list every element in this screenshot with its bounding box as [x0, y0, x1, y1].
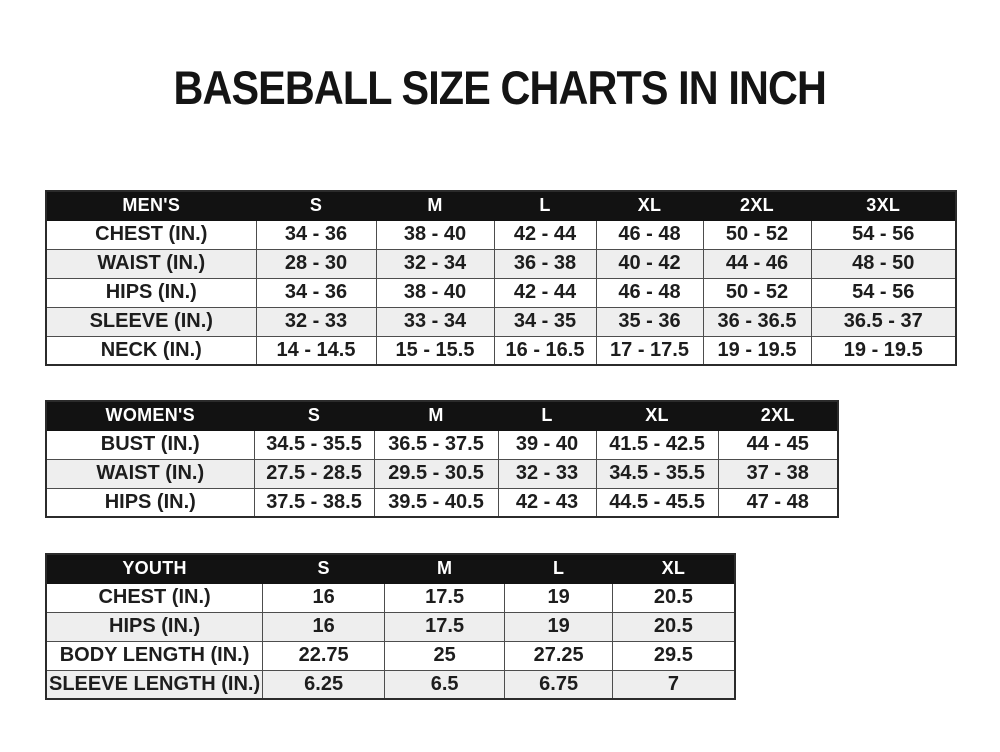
youth-size-header: M [385, 554, 505, 583]
mens-size-value: 38 - 40 [376, 278, 494, 307]
mens-size-value: 44 - 46 [703, 249, 811, 278]
womens-table-row [46, 459, 838, 488]
mens-size-value: 54 - 56 [811, 278, 956, 307]
womens-size-value: 41.5 - 42.5 [596, 430, 718, 459]
mens-row-label: CHEST (IN.) [46, 220, 256, 249]
mens-size-value: 34 - 35 [494, 307, 596, 336]
womens-size-value: 34.5 - 35.5 [254, 430, 374, 459]
youth-row-label: CHEST (IN.) [46, 583, 263, 612]
youth-size-value: 6.5 [385, 670, 505, 699]
mens-size-value: 36.5 - 37 [811, 307, 956, 336]
mens-size-header: L [494, 191, 596, 220]
youth-group-label: YOUTH [46, 554, 263, 583]
womens-size-value: 36.5 - 37.5 [374, 430, 498, 459]
womens-size-value: 37 - 38 [718, 459, 838, 488]
youth-size-header: L [505, 554, 613, 583]
womens-size-header: L [498, 401, 596, 430]
mens-size-value: 34 - 36 [256, 278, 376, 307]
womens-size-header: XL [596, 401, 718, 430]
mens-size-value: 42 - 44 [494, 278, 596, 307]
mens-size-value: 36 - 38 [494, 249, 596, 278]
womens-table-row [46, 488, 838, 517]
mens-size-value: 42 - 44 [494, 220, 596, 249]
mens-table-row [46, 307, 956, 336]
mens-size-value: 32 - 34 [376, 249, 494, 278]
mens-size-header: M [376, 191, 494, 220]
youth-size-value: 17.5 [385, 583, 505, 612]
womens-header-row [46, 401, 838, 430]
mens-size-value: 17 - 17.5 [596, 336, 703, 365]
mens-size-header: S [256, 191, 376, 220]
mens-size-value: 48 - 50 [811, 249, 956, 278]
mens-size-value: 28 - 30 [256, 249, 376, 278]
youth-table-row [46, 583, 735, 612]
mens-size-value: 46 - 48 [596, 278, 703, 307]
mens-size-header: 3XL [811, 191, 956, 220]
mens-size-value: 40 - 42 [596, 249, 703, 278]
youth-table-row [46, 612, 735, 641]
womens-size-value: 29.5 - 30.5 [374, 459, 498, 488]
womens-row-label: HIPS (IN.) [46, 488, 254, 517]
mens-size-value: 19 - 19.5 [703, 336, 811, 365]
mens-size-value: 34 - 36 [256, 220, 376, 249]
mens-size-value: 32 - 33 [256, 307, 376, 336]
youth-table [45, 553, 736, 700]
youth-size-value: 6.75 [505, 670, 613, 699]
youth-table-row [46, 641, 735, 670]
mens-size-header: XL [596, 191, 703, 220]
youth-size-value: 16 [263, 583, 385, 612]
youth-size-value: 7 [613, 670, 735, 699]
mens-size-value: 14 - 14.5 [256, 336, 376, 365]
mens-size-value: 36 - 36.5 [703, 307, 811, 336]
womens-size-value: 47 - 48 [718, 488, 838, 517]
youth-size-header: S [263, 554, 385, 583]
youth-size-table [45, 553, 736, 700]
mens-table-row [46, 278, 956, 307]
womens-table-row [46, 430, 838, 459]
womens-size-value: 32 - 33 [498, 459, 596, 488]
mens-header-row [46, 191, 956, 220]
mens-table [45, 190, 957, 366]
mens-size-value: 16 - 16.5 [494, 336, 596, 365]
youth-size-value: 19 [505, 612, 613, 641]
womens-size-header: M [374, 401, 498, 430]
mens-row-label: WAIST (IN.) [46, 249, 256, 278]
youth-row-label: HIPS (IN.) [46, 612, 263, 641]
youth-size-value: 22.75 [263, 641, 385, 670]
youth-size-header: XL [613, 554, 735, 583]
mens-size-value: 38 - 40 [376, 220, 494, 249]
page-title-text: BASEBALL SIZE CHARTS IN INCH [173, 61, 827, 114]
youth-size-value: 20.5 [613, 583, 735, 612]
mens-table-row [46, 249, 956, 278]
mens-size-value: 46 - 48 [596, 220, 703, 249]
womens-size-value: 39 - 40 [498, 430, 596, 459]
womens-size-table [45, 400, 839, 518]
youth-size-value: 20.5 [613, 612, 735, 641]
mens-size-value: 50 - 52 [703, 278, 811, 307]
mens-size-value: 33 - 34 [376, 307, 494, 336]
mens-size-value: 50 - 52 [703, 220, 811, 249]
youth-row-label: SLEEVE LENGTH (IN.) [46, 670, 263, 699]
youth-size-value: 29.5 [613, 641, 735, 670]
mens-size-header: 2XL [703, 191, 811, 220]
womens-size-header: 2XL [718, 401, 838, 430]
youth-row-label: BODY LENGTH (IN.) [46, 641, 263, 670]
mens-size-table [45, 190, 957, 366]
womens-table [45, 400, 839, 518]
womens-size-value: 44 - 45 [718, 430, 838, 459]
mens-row-label: NECK (IN.) [46, 336, 256, 365]
mens-row-label: SLEEVE (IN.) [46, 307, 256, 336]
mens-table-row [46, 336, 956, 365]
womens-size-value: 37.5 - 38.5 [254, 488, 374, 517]
mens-size-value: 54 - 56 [811, 220, 956, 249]
youth-size-value: 16 [263, 612, 385, 641]
mens-size-value: 35 - 36 [596, 307, 703, 336]
mens-row-label: HIPS (IN.) [46, 278, 256, 307]
womens-group-label: WOMEN'S [46, 401, 254, 430]
youth-size-value: 19 [505, 583, 613, 612]
youth-size-value: 6.25 [263, 670, 385, 699]
womens-row-label: WAIST (IN.) [46, 459, 254, 488]
youth-size-value: 25 [385, 641, 505, 670]
youth-table-row [46, 670, 735, 699]
womens-row-label: BUST (IN.) [46, 430, 254, 459]
youth-header-row [46, 554, 735, 583]
page-title [0, 62, 1000, 114]
youth-size-value: 17.5 [385, 612, 505, 641]
womens-size-value: 39.5 - 40.5 [374, 488, 498, 517]
youth-size-value: 27.25 [505, 641, 613, 670]
mens-group-label: MEN'S [46, 191, 256, 220]
mens-table-row [46, 220, 956, 249]
womens-size-value: 44.5 - 45.5 [596, 488, 718, 517]
womens-size-header: S [254, 401, 374, 430]
womens-size-value: 27.5 - 28.5 [254, 459, 374, 488]
womens-size-value: 42 - 43 [498, 488, 596, 517]
womens-size-value: 34.5 - 35.5 [596, 459, 718, 488]
mens-size-value: 19 - 19.5 [811, 336, 956, 365]
mens-size-value: 15 - 15.5 [376, 336, 494, 365]
